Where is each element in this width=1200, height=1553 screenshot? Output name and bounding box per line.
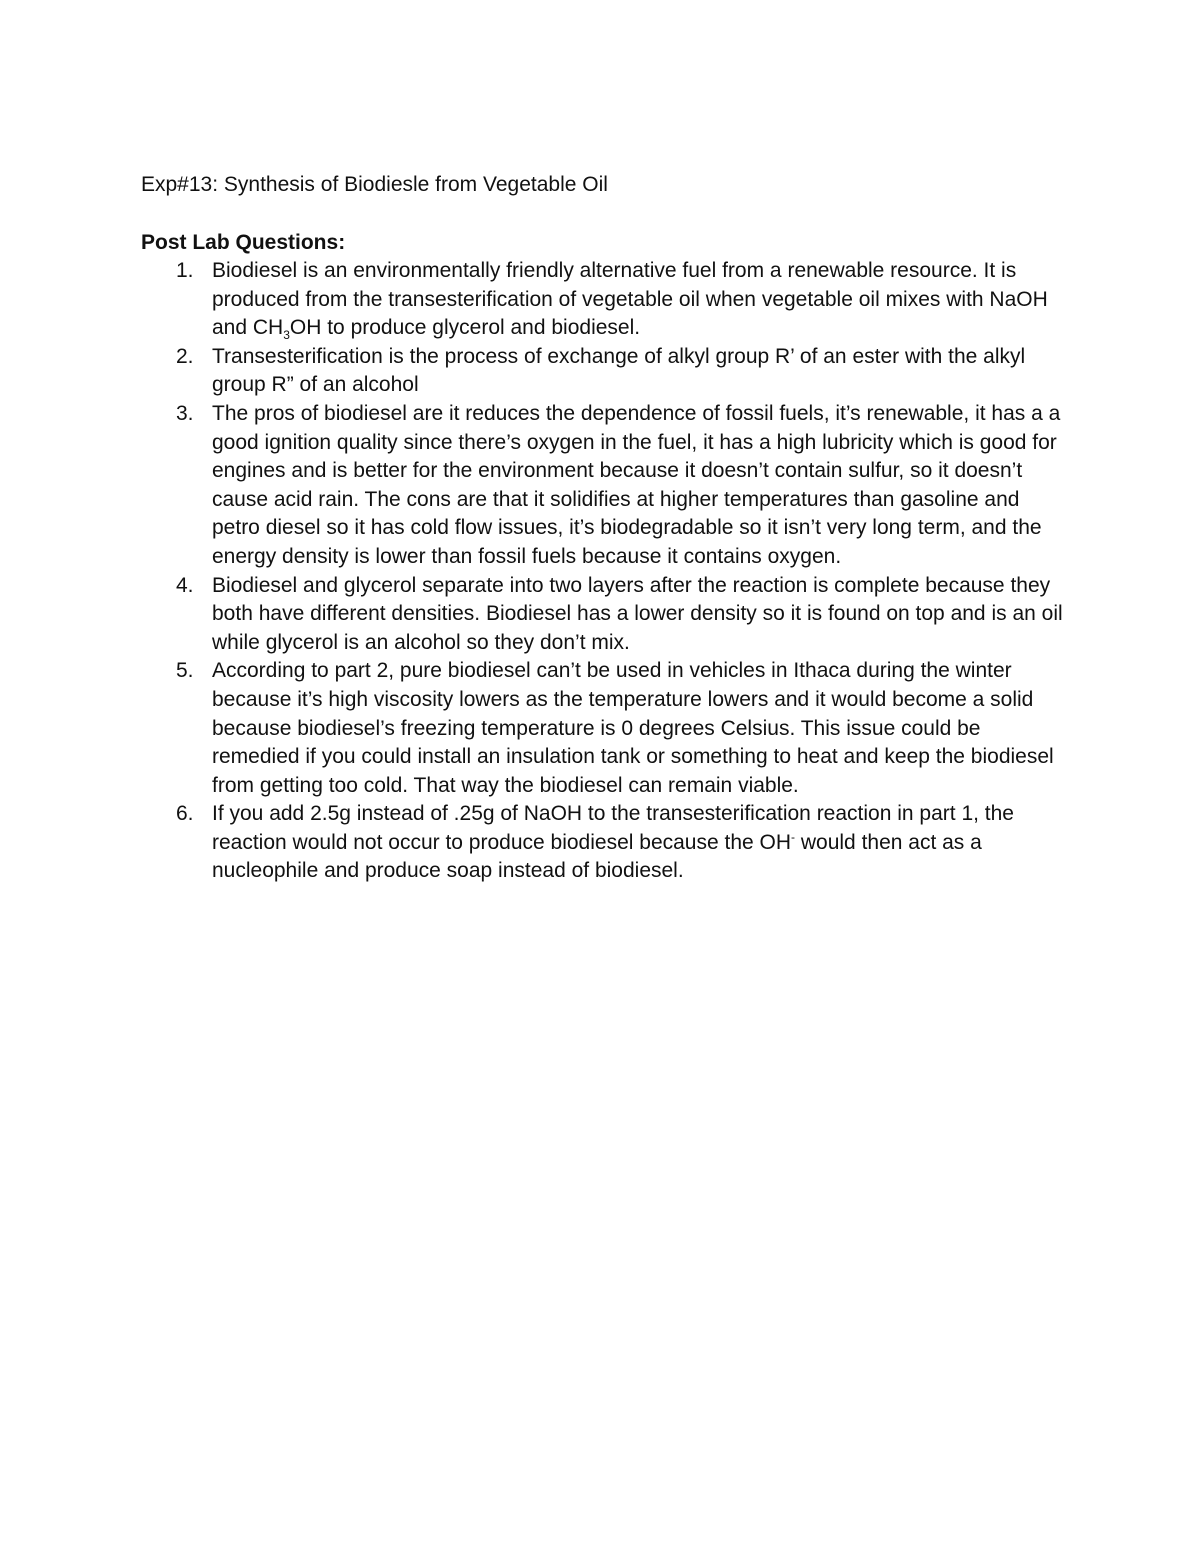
list-item <box>141 572 1071 658</box>
item-number: 2. <box>176 344 194 368</box>
item-number: 1. <box>176 259 194 282</box>
list-item <box>141 400 1071 572</box>
item-number: 4. <box>176 573 194 597</box>
document-body <box>141 170 1071 886</box>
item-text: Transesterification is the process of exchange of alkyl group R’ of an ester with the alkyl group R” of an alcohol <box>212 344 1026 397</box>
item-text: Biodiesel is an environmentally friendly alternative fuel from a renewable resource. It is produced from the transesterification of vegetable oil when vegetable oil mixes with NaOH and $CH_3OH$ to produce glycerol and biodiesel. <box>212 259 1048 343</box>
item-number: 6. <box>176 802 194 826</box>
document-title: Exp#13: Synthesis of Biodiesle from Vegetable Oil <box>141 173 608 196</box>
list-item <box>141 257 1071 343</box>
item-text: Biodiesel and glycerol separate into two layers after the reaction is complete because they both have different densities. Biodiesel has a lower density so it is found on top and is an oil while glycerol is an alcohol so they don’t mix. <box>212 573 1063 654</box>
superscript: - <box>791 829 796 844</box>
item-text: The pros of biodiesel are it reduces the dependence of fossil fuels, it’s renewable, it has a a good ignition quality since there’s oxygen in the fuel, it has a high lubricity which is good for engines and is better for the environment because it doesn’t contain sulfur, so it doesn’t cause acid rain. The cons are that it solidifies at higher temperatures than gasoline and petro diesel so it has cold flow issues, it’s biodegradable so it isn’t very long term, and the energy density is lower than fossil fuels because it contains oxygen. <box>212 401 1061 568</box>
list-item <box>141 800 1071 886</box>
item-text: According to part 2, pure biodiesel can’t be used in vehicles in Ithaca during the winter because it’s high viscosity lowers as the temperature lowers and it would become a solid because biodiesel’s freezing temperature is 0 degrees Celsius. This issue could be remedied if you could install an insulation tank or something to heat and keep the biodiesel from getting too cold. That way the biodiesel can remain viable. <box>212 659 1054 797</box>
item-number: 3. <box>176 401 194 425</box>
item-text: If you add 2.5g instead of .25g of NaOH to the transesterification reaction in part 1, the reaction would not occur to produce biodiesel because the OH- would then act as a nucleophile and produce soap instead of biodiesel. <box>212 802 1014 883</box>
item-number: 5. <box>176 659 194 683</box>
section-heading: Post Lab Questions: <box>141 231 346 254</box>
subscript: 3 <box>283 328 290 343</box>
list-item <box>141 657 1071 800</box>
list-item <box>141 343 1071 400</box>
answer-list <box>141 257 1071 886</box>
